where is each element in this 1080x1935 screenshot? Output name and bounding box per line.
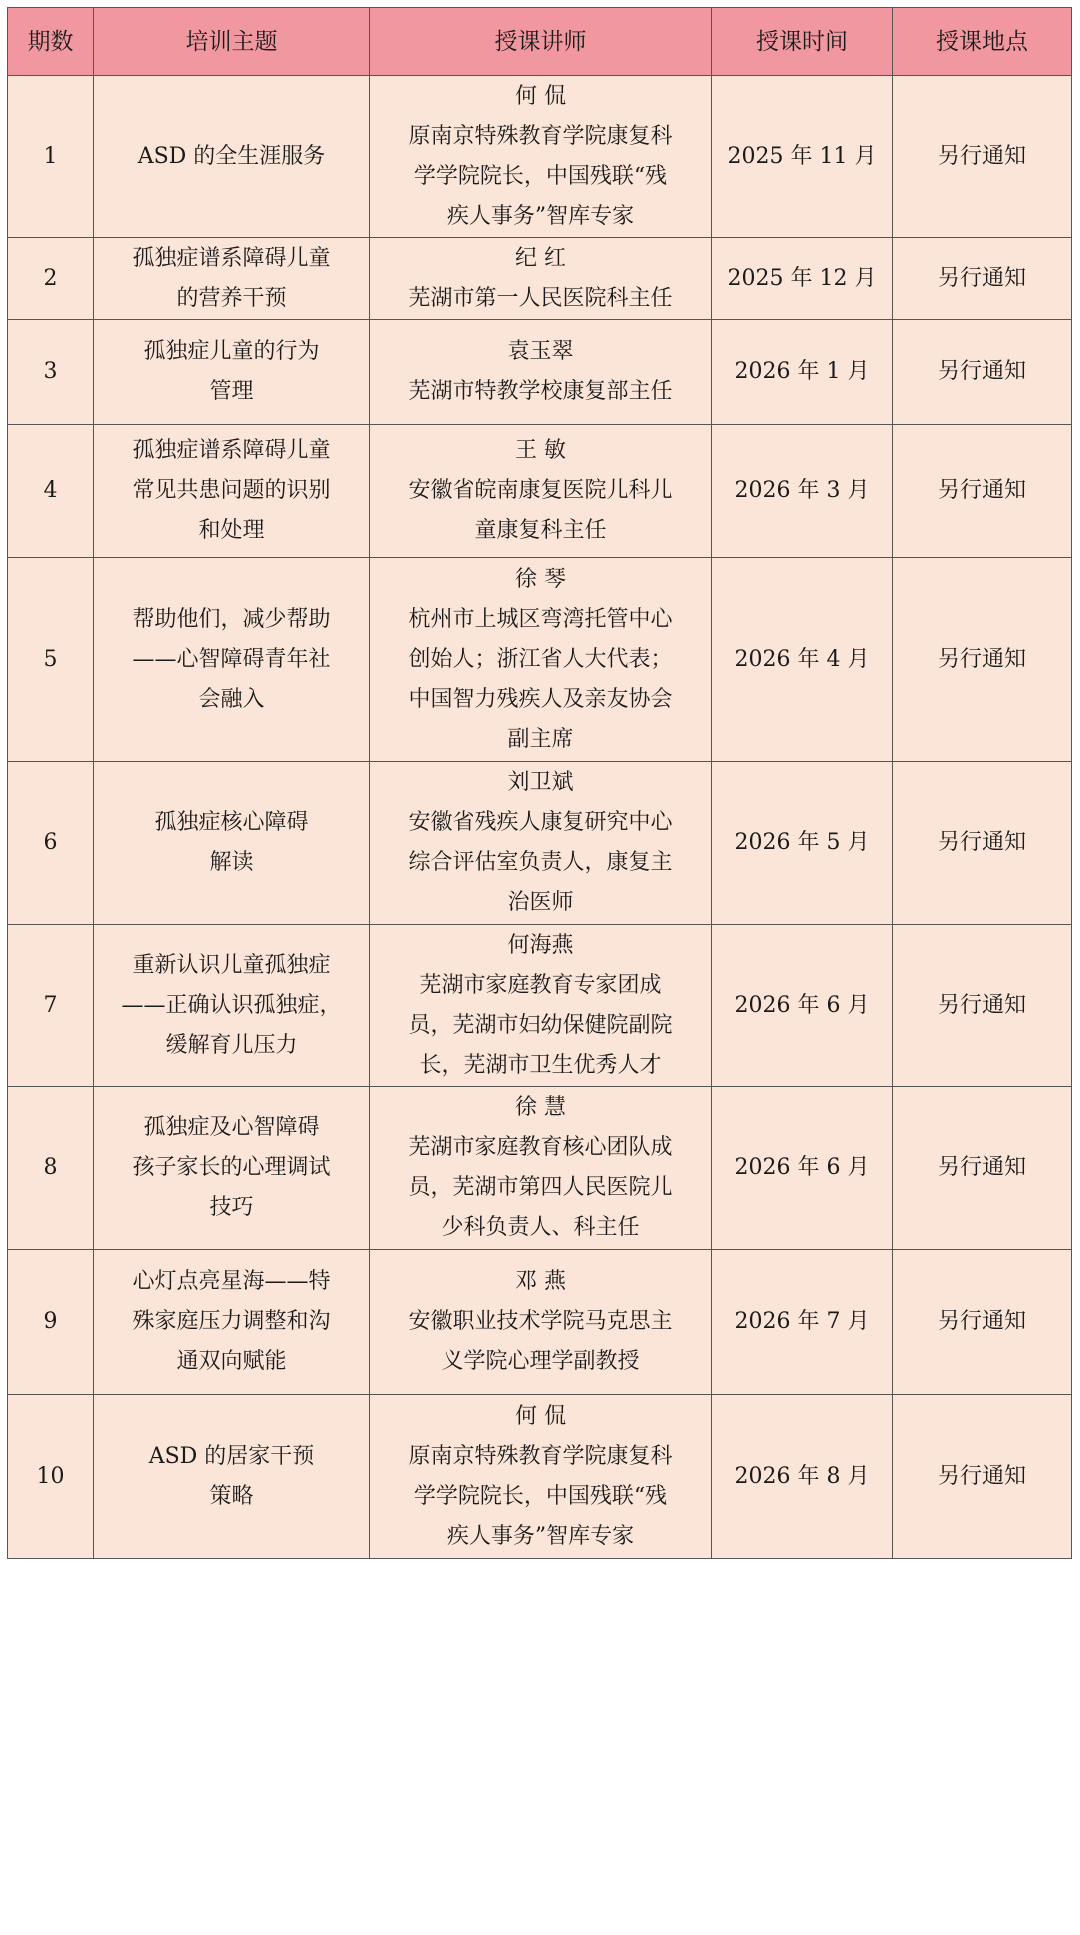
period-number: 4 (43, 478, 58, 503)
teacher-name: 何 侃 (515, 1403, 566, 1429)
class-time: 2026 年 3 月 (734, 478, 870, 503)
topic-line: ASD 的全生涯服务 (137, 143, 326, 169)
teacher-title-line: 安徽省皖南康复医院儿科儿 (408, 478, 673, 503)
topic-line: 孤独症及心智障碍 (143, 1115, 320, 1140)
teacher-title-line: 少科负责人、科主任 (441, 1215, 640, 1240)
teacher-title-line: 安徽职业技术学院马克思主 (408, 1309, 673, 1334)
teacher-name: 邓 燕 (515, 1269, 566, 1294)
period-number: 1 (43, 143, 58, 169)
cell-place (893, 558, 1072, 762)
header-place: 授课地点 (893, 8, 1072, 76)
topic-line: 缓解育儿压力 (165, 1032, 298, 1058)
teacher-name: 徐 慧 (515, 1095, 566, 1120)
class-time: 2026 年 4 月 (734, 646, 870, 672)
class-place: 另行通知 (937, 830, 1026, 855)
cell-time (712, 320, 893, 425)
cell-place (893, 76, 1072, 238)
class-place: 另行通知 (937, 992, 1026, 1018)
teacher-name: 何海燕 (507, 932, 574, 958)
cell-teacher (370, 558, 712, 762)
cell-topic (94, 925, 370, 1087)
topic-line: 殊家庭压力调整和沟 (132, 1309, 331, 1334)
period-number: 6 (43, 830, 58, 855)
cell-period (8, 925, 94, 1087)
table-row (8, 320, 1072, 425)
class-place: 另行通知 (937, 478, 1026, 503)
teacher-title-line: 义学院心理学副教授 (441, 1349, 640, 1374)
cell-teacher (370, 1250, 712, 1395)
teacher-title-line: 原南京特殊教育学院康复科 (408, 123, 673, 149)
cell-place (893, 1395, 1072, 1559)
header-row (8, 8, 1072, 76)
header-time: 授课时间 (712, 8, 893, 76)
teacher-name: 纪 红 (515, 245, 566, 271)
topic-line: 会融入 (198, 686, 265, 712)
cell-teacher (370, 425, 712, 558)
header-topic: 培训主题 (94, 8, 370, 76)
cell-teacher (370, 1087, 712, 1250)
cell-teacher (370, 320, 712, 425)
cell-time (712, 1087, 893, 1250)
teacher-title-line: 员，芜湖市妇幼保健院副院 (408, 1012, 673, 1038)
topic-line: 技巧 (209, 1195, 254, 1220)
topic-line: ——正确认识孤独症， (121, 992, 342, 1018)
cell-time (712, 558, 893, 762)
teacher-title-line: 副主席 (507, 726, 574, 752)
teacher-title-line: 长，芜湖市卫生优秀人才 (419, 1052, 662, 1078)
cell-time (712, 925, 893, 1087)
cell-topic (94, 320, 370, 425)
table-body (8, 76, 1072, 1559)
period-number: 2 (43, 265, 58, 291)
cell-teacher (370, 238, 712, 320)
cell-time (712, 76, 893, 238)
class-time: 2026 年 6 月 (734, 1155, 870, 1180)
topic-line: ——心智障碍青年社 (132, 646, 331, 672)
teacher-title-line: 学学院院长，中国残联“残 (413, 1483, 668, 1509)
training-schedule-table (7, 7, 1072, 1559)
cell-period (8, 425, 94, 558)
class-place: 另行通知 (937, 143, 1026, 169)
cell-place (893, 925, 1072, 1087)
class-time: 2026 年 6 月 (734, 992, 870, 1018)
topic-line: 和处理 (198, 518, 265, 543)
teacher-title-line: 综合评估室负责人，康复主 (408, 850, 673, 875)
cell-place (893, 238, 1072, 320)
teacher-title-line: 芜湖市特教学校康复部主任 (408, 379, 673, 404)
teacher-title-line: 芜湖市家庭教育专家团成 (419, 972, 662, 998)
cell-topic (94, 425, 370, 558)
class-time: 2026 年 5 月 (734, 830, 870, 855)
cell-period (8, 1395, 94, 1559)
cell-period (8, 1087, 94, 1250)
teacher-title-line: 芜湖市第一人民医院科主任 (408, 285, 673, 311)
teacher-title-line: 芜湖市家庭教育核心团队成 (408, 1135, 673, 1160)
cell-time (712, 1250, 893, 1395)
table-row (8, 925, 1072, 1087)
teacher-name: 何 侃 (515, 83, 566, 109)
table-row (8, 1395, 1072, 1559)
teacher-title-line: 安徽省残疾人康复研究中心 (408, 810, 673, 835)
cell-period (8, 320, 94, 425)
header-teacher: 授课讲师 (370, 8, 712, 76)
teacher-title-line: 中国智力残疾人及亲友协会 (408, 686, 673, 712)
table-row (8, 1250, 1072, 1395)
cell-topic (94, 1250, 370, 1395)
cell-topic (94, 1395, 370, 1559)
cell-period (8, 1250, 94, 1395)
cell-topic (94, 762, 370, 925)
table-row (8, 1087, 1072, 1250)
period-number: 3 (43, 359, 58, 384)
cell-place (893, 762, 1072, 925)
cell-topic (94, 558, 370, 762)
class-time: 2025 年 12 月 (727, 265, 877, 291)
class-time: 2026 年 1 月 (734, 359, 870, 384)
cell-period (8, 76, 94, 238)
period-number: 9 (43, 1309, 58, 1334)
cell-time (712, 238, 893, 320)
topic-line: ASD 的居家干预 (148, 1443, 315, 1469)
cell-period (8, 558, 94, 762)
period-number: 10 (36, 1463, 65, 1489)
class-time: 2026 年 8 月 (734, 1463, 870, 1489)
teacher-title-line: 疾人事务”智库专家 (446, 1523, 635, 1549)
teacher-name: 刘卫斌 (507, 770, 574, 795)
table-row (8, 76, 1072, 238)
table-row (8, 238, 1072, 320)
teacher-name: 王 敏 (515, 438, 566, 463)
topic-line: 孩子家长的心理调试 (132, 1155, 331, 1180)
topic-line: 的营养干预 (176, 285, 287, 311)
class-time: 2026 年 7 月 (734, 1309, 870, 1334)
topic-line: 策略 (209, 1483, 254, 1509)
topic-line: 管理 (209, 379, 254, 404)
cell-teacher (370, 925, 712, 1087)
class-place: 另行通知 (937, 1155, 1026, 1180)
table-row (8, 558, 1072, 762)
table-header (8, 8, 1072, 76)
cell-teacher (370, 76, 712, 238)
topic-line: 心灯点亮星海——特 (132, 1269, 331, 1294)
teacher-title-line: 原南京特殊教育学院康复科 (408, 1443, 673, 1469)
cell-teacher (370, 1395, 712, 1559)
teacher-title-line: 创始人；浙江省人大代表； (408, 646, 673, 672)
table-row (8, 762, 1072, 925)
teacher-title-line: 员，芜湖市第四人民医院儿 (408, 1175, 673, 1200)
class-place: 另行通知 (937, 1309, 1026, 1334)
teacher-name: 袁玉翠 (507, 339, 574, 364)
cell-place (893, 425, 1072, 558)
cell-period (8, 238, 94, 320)
cell-teacher (370, 762, 712, 925)
topic-line: 常见共患问题的识别 (132, 478, 331, 503)
cell-place (893, 1250, 1072, 1395)
class-place: 另行通知 (937, 265, 1026, 291)
teacher-title-line: 杭州市上城区弯湾托管中心 (408, 606, 673, 632)
teacher-name: 徐 琴 (515, 566, 566, 592)
cell-time (712, 1395, 893, 1559)
topic-line: 孤独症谱系障碍儿童 (132, 245, 331, 271)
period-number: 7 (43, 992, 58, 1018)
header-period: 期数 (8, 8, 94, 76)
topic-line: 孤独症谱系障碍儿童 (132, 438, 331, 463)
cell-period (8, 762, 94, 925)
cell-time (712, 762, 893, 925)
topic-line: 孤独症儿童的行为 (143, 339, 320, 364)
period-number: 8 (43, 1155, 58, 1180)
class-time: 2025 年 11 月 (727, 143, 877, 169)
teacher-title-line: 童康复科主任 (474, 518, 607, 543)
cell-topic (94, 238, 370, 320)
teacher-title-line: 学学院院长，中国残联“残 (413, 163, 668, 189)
cell-place (893, 1087, 1072, 1250)
class-place: 另行通知 (937, 646, 1026, 672)
topic-line: 帮助他们，减少帮助 (132, 606, 331, 632)
class-place: 另行通知 (937, 1463, 1026, 1489)
topic-line: 解读 (209, 850, 254, 875)
topic-line: 孤独症核心障碍 (154, 810, 309, 835)
cell-topic (94, 1087, 370, 1250)
class-place: 另行通知 (937, 359, 1026, 384)
topic-line: 重新认识儿童孤独症 (132, 952, 331, 978)
cell-place (893, 320, 1072, 425)
table-row (8, 425, 1072, 558)
cell-topic (94, 76, 370, 238)
topic-line: 通双向赋能 (176, 1349, 287, 1374)
cell-time (712, 425, 893, 558)
period-number: 5 (43, 646, 58, 672)
teacher-title-line: 疾人事务”智库专家 (446, 203, 635, 229)
teacher-title-line: 治医师 (507, 890, 574, 915)
